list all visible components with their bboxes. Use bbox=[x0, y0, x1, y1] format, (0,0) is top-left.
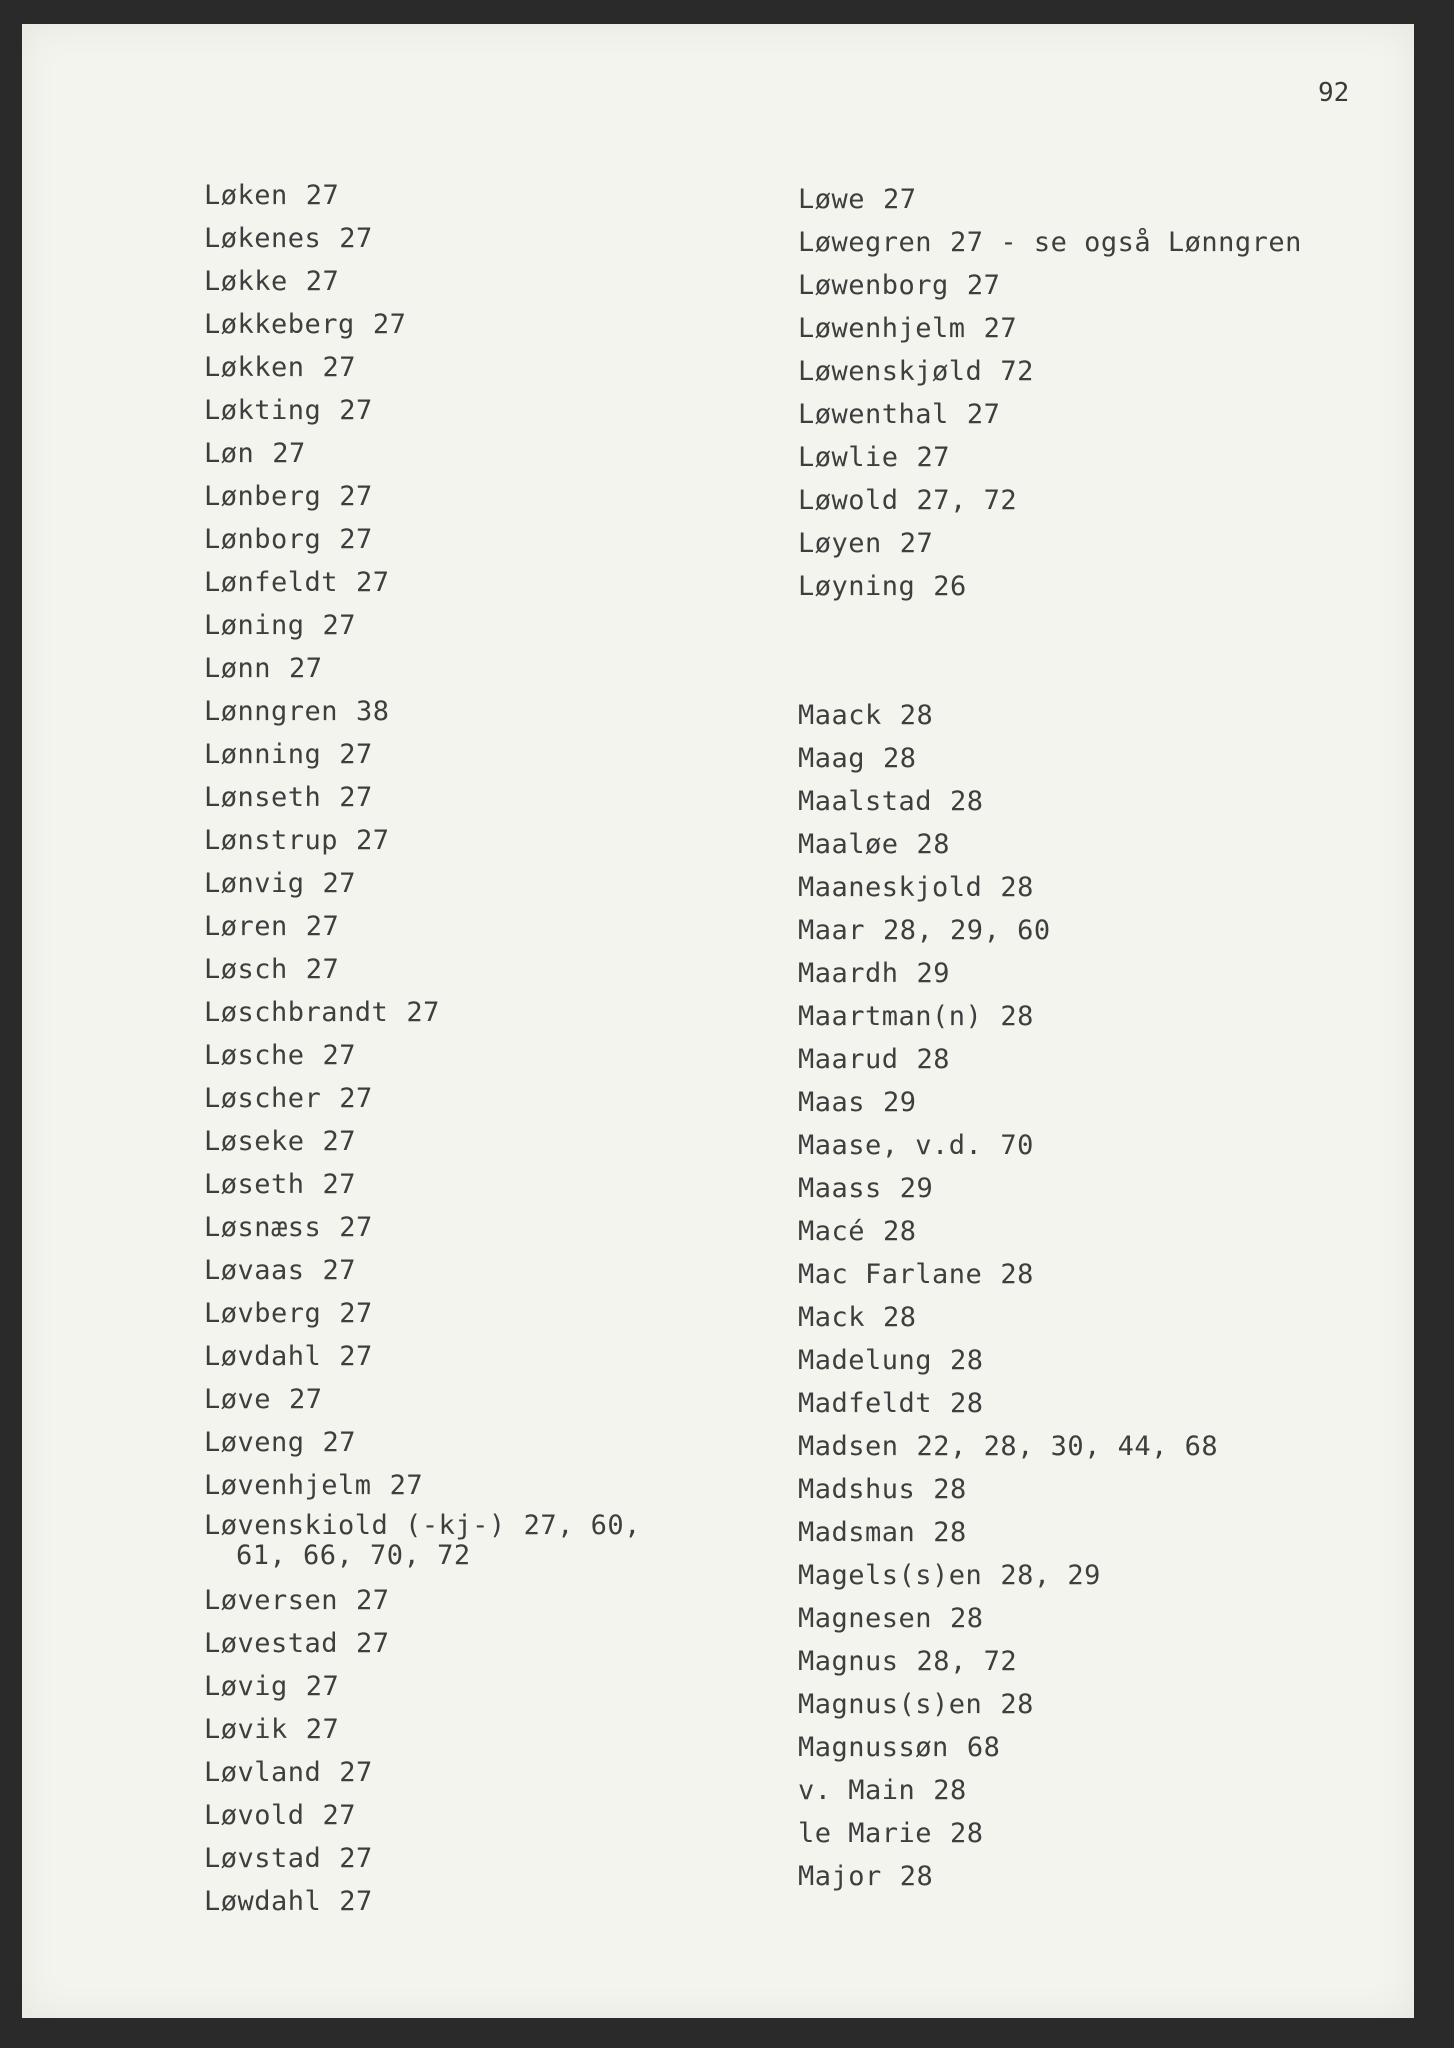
index-entry bbox=[204, 217, 764, 260]
entry-page-refs: 28, 29 bbox=[1000, 1560, 1101, 1591]
entry-name: Løyning bbox=[798, 571, 916, 602]
index-entry bbox=[798, 1081, 1418, 1124]
entry-page-refs: 28 bbox=[950, 1603, 984, 1634]
index-entry bbox=[798, 866, 1418, 909]
index-column-right bbox=[798, 178, 1418, 1898]
entry-name: Løwenthal bbox=[798, 399, 949, 430]
entry-page-refs: 28, 29, 60 bbox=[883, 915, 1051, 946]
index-entry bbox=[798, 737, 1418, 780]
entry-page-refs: 27 bbox=[339, 524, 373, 555]
entry-name: le Marie bbox=[798, 1818, 933, 1849]
entry-page-refs: 38 bbox=[356, 696, 390, 727]
index-entry bbox=[798, 264, 1418, 307]
index-entry bbox=[204, 1794, 764, 1837]
index-entry bbox=[798, 178, 1418, 221]
entry-page-refs: 27 bbox=[339, 481, 373, 512]
entry-name: Lønborg bbox=[204, 524, 322, 555]
index-entry bbox=[204, 1206, 764, 1249]
entry-page-refs: 28, 72 bbox=[916, 1646, 1018, 1677]
index-entry bbox=[798, 780, 1418, 823]
index-entry bbox=[798, 436, 1418, 479]
index-entry bbox=[798, 1038, 1418, 1081]
entry-page-refs: 27 bbox=[339, 395, 373, 426]
entry-name: Lønngren bbox=[204, 696, 339, 727]
entry-page-refs: 27 bbox=[339, 1341, 373, 1372]
entry-name: Madsen bbox=[798, 1431, 899, 1462]
entry-name: Løyen bbox=[798, 528, 882, 559]
index-entry bbox=[204, 1507, 764, 1579]
entry-page-refs: 27 bbox=[322, 352, 357, 383]
entry-name: Løvberg bbox=[204, 1298, 322, 1329]
entry-name: Macé bbox=[798, 1216, 866, 1247]
index-entry bbox=[798, 221, 1418, 264]
entry-page-refs: 27 bbox=[339, 1083, 373, 1114]
index-entry bbox=[204, 991, 764, 1034]
index-entry bbox=[204, 432, 764, 475]
entry-name: Lønning bbox=[204, 739, 322, 770]
entry-name: Maase, v.d. bbox=[798, 1130, 983, 1161]
index-column-left bbox=[204, 174, 764, 1923]
entry-name: Løkting bbox=[204, 395, 322, 426]
index-entry bbox=[798, 1468, 1418, 1511]
entry-name: Maarud bbox=[798, 1044, 899, 1075]
entry-page-refs: 27 bbox=[339, 1886, 373, 1917]
entry-page-refs: 27 bbox=[356, 1628, 390, 1659]
entry-name: Løkkeberg bbox=[204, 309, 355, 340]
entry-page-refs: 28 bbox=[950, 1818, 984, 1849]
entry-page-refs: 28 bbox=[883, 1302, 917, 1333]
entry-page-refs: 27 bbox=[883, 184, 917, 215]
index-entry bbox=[204, 604, 764, 647]
index-entry bbox=[798, 1124, 1418, 1167]
entry-name: Maartman(n) bbox=[798, 1001, 983, 1032]
index-entry bbox=[204, 1421, 764, 1464]
index-entry bbox=[798, 393, 1418, 436]
entry-name: Magnesen bbox=[798, 1603, 933, 1634]
index-entry bbox=[204, 1751, 764, 1794]
entry-name: Løseke bbox=[204, 1126, 305, 1157]
entry-page-refs: 27 bbox=[305, 911, 340, 942]
entry-name: Maag bbox=[798, 743, 866, 774]
entry-name: v. Main bbox=[798, 1775, 916, 1806]
index-entry bbox=[204, 303, 764, 346]
index-entry bbox=[204, 346, 764, 389]
entry-name: Løve bbox=[204, 1384, 272, 1415]
entry-page-refs: 27 bbox=[289, 653, 323, 684]
index-entry bbox=[204, 862, 764, 905]
entry-page-refs: 26 bbox=[933, 571, 967, 602]
entry-page-refs: 27 bbox=[356, 825, 390, 856]
entry-page-refs: 27 bbox=[322, 1040, 357, 1071]
entry-name: Lønfeldt bbox=[204, 567, 339, 598]
index-entry bbox=[798, 823, 1418, 866]
entry-name: Madsman bbox=[798, 1517, 916, 1548]
entry-name: Løwdahl bbox=[204, 1886, 322, 1917]
index-entry bbox=[204, 905, 764, 948]
index-entry bbox=[204, 776, 764, 819]
entry-name: Løseth bbox=[204, 1169, 305, 1200]
entry-page-refs: 27 bbox=[899, 528, 934, 559]
entry-name: Løkken bbox=[204, 352, 305, 383]
entry-page-refs: 28 bbox=[883, 1216, 917, 1247]
entry-page-refs: 27 bbox=[339, 1298, 373, 1329]
entry-page-refs: 29 bbox=[883, 1087, 917, 1118]
index-entry bbox=[798, 1855, 1418, 1898]
entry-name: Magnussøn bbox=[798, 1732, 949, 1763]
index-entry bbox=[798, 1640, 1418, 1683]
entry-page-refs: 28 bbox=[933, 1517, 967, 1548]
index-entry bbox=[204, 647, 764, 690]
entry-name: Løwenskjøld bbox=[798, 356, 983, 387]
index-entry bbox=[798, 1167, 1418, 1210]
entry-page-refs: 28 bbox=[916, 829, 951, 860]
entry-name: Løkenes bbox=[204, 223, 322, 254]
entry-name: Maass bbox=[798, 1173, 882, 1204]
entry-name: Løkke bbox=[204, 266, 288, 297]
entry-page-refs: 27 bbox=[356, 1585, 390, 1616]
index-entry bbox=[204, 1335, 764, 1378]
entry-page-refs: 27 bbox=[339, 223, 373, 254]
entry-name: Løwenhjelm bbox=[798, 313, 966, 344]
entry-page-refs: 68 bbox=[966, 1732, 1001, 1763]
entry-name: Løwegren bbox=[798, 227, 933, 258]
index-entry bbox=[204, 518, 764, 561]
index-entry bbox=[204, 1163, 764, 1206]
entry-page-refs: 28 bbox=[933, 1474, 967, 1505]
entry-page-refs: 27 bbox=[322, 610, 357, 641]
index-entry bbox=[798, 995, 1418, 1038]
entry-name: Løvstad bbox=[204, 1843, 322, 1874]
entry-page-refs: 27 bbox=[339, 1757, 373, 1788]
entry-page-refs: 27, 60, bbox=[523, 1510, 641, 1541]
entry-name: Løwold bbox=[798, 485, 899, 516]
index-entry bbox=[798, 1511, 1418, 1554]
entry-page-refs: 27 bbox=[322, 1126, 357, 1157]
entry-page-refs: 28 bbox=[1000, 872, 1034, 903]
entry-name: Magels(s)en bbox=[798, 1560, 983, 1591]
entry-page-refs: 27 bbox=[916, 442, 951, 473]
entry-name: Mack bbox=[798, 1302, 866, 1333]
index-entry bbox=[204, 1708, 764, 1751]
index-entry bbox=[204, 1378, 764, 1421]
entry-page-refs: 27 bbox=[305, 954, 340, 985]
page-number: 92 bbox=[1318, 78, 1350, 108]
entry-page-refs: 28 bbox=[899, 1861, 934, 1892]
entry-page-refs: 27 bbox=[322, 1427, 357, 1458]
index-entry bbox=[798, 307, 1418, 350]
entry-name: Magnus(s)en bbox=[798, 1689, 983, 1720]
entry-page-refs: 22, 28, 30, 44, 68 bbox=[916, 1431, 1219, 1462]
entry-page-refs: 27 bbox=[356, 567, 390, 598]
entry-name: Maack bbox=[798, 700, 882, 731]
index-entry bbox=[798, 1253, 1418, 1296]
entry-name: Løscher bbox=[204, 1083, 322, 1114]
entry-page-refs: 27 bbox=[305, 1671, 340, 1702]
entry-name: Løvland bbox=[204, 1757, 322, 1788]
index-entry bbox=[798, 1812, 1418, 1855]
entry-page-refs: 27, 72 bbox=[916, 485, 1018, 516]
entry-name: Løwenborg bbox=[798, 270, 949, 301]
entry-page-refs: 72 bbox=[1000, 356, 1034, 387]
index-entry bbox=[798, 909, 1418, 952]
index-entry bbox=[798, 1425, 1418, 1468]
entry-name: Lønvig bbox=[204, 868, 305, 899]
index-entry bbox=[798, 1382, 1418, 1425]
index-entry bbox=[204, 1464, 764, 1507]
entry-name: Løvenskiold (-kj-) bbox=[204, 1510, 506, 1541]
entry-page-refs: 29 bbox=[899, 1173, 934, 1204]
index-entry bbox=[204, 1077, 764, 1120]
index-entry bbox=[204, 174, 764, 217]
entry-page-refs: 27 bbox=[289, 1384, 323, 1415]
index-entry bbox=[204, 819, 764, 862]
entry-name: Madelung bbox=[798, 1345, 933, 1376]
entry-page-refs: 27 bbox=[305, 180, 340, 211]
index-entry bbox=[798, 522, 1418, 565]
entry-name: Maar bbox=[798, 915, 866, 946]
index-entry bbox=[204, 1579, 764, 1622]
entry-page-refs: 27 bbox=[983, 313, 1018, 344]
entry-name: Maaneskjold bbox=[798, 872, 983, 903]
index-entry bbox=[798, 1339, 1418, 1382]
index-entry bbox=[798, 1210, 1418, 1253]
entry-name: Løsnæss bbox=[204, 1212, 322, 1243]
entry-name: Løn bbox=[204, 438, 255, 469]
entry-name: Major bbox=[798, 1861, 882, 1892]
index-entry bbox=[204, 1249, 764, 1292]
entry-page-refs: 28 bbox=[916, 1044, 951, 1075]
entry-name: Lønstrup bbox=[204, 825, 339, 856]
entry-name: Løvestad bbox=[204, 1628, 339, 1659]
entry-page-refs: 70 bbox=[1000, 1130, 1034, 1161]
entry-name: Løvaas bbox=[204, 1255, 305, 1286]
entry-page-refs: 27 bbox=[966, 270, 1001, 301]
entry-name: Løveng bbox=[204, 1427, 305, 1458]
entry-page-refs: 27 bbox=[339, 1212, 373, 1243]
entry-name: Lønberg bbox=[204, 481, 322, 512]
entry-page-refs: 27 bbox=[339, 1843, 373, 1874]
entry-page-refs: 27 bbox=[322, 1255, 357, 1286]
index-entry bbox=[204, 389, 764, 432]
index-entry bbox=[204, 1665, 764, 1708]
entry-page-refs: 28 bbox=[1000, 1259, 1034, 1290]
entry-name: Løversen bbox=[204, 1585, 339, 1616]
entry-name: Mac Farlane bbox=[798, 1259, 983, 1290]
entry-page-refs: 28 bbox=[950, 1388, 984, 1419]
entry-page-refs: 27 bbox=[406, 997, 440, 1028]
entry-name: Løken bbox=[204, 180, 288, 211]
index-entry bbox=[204, 1837, 764, 1880]
entry-name: Maalstad bbox=[798, 786, 933, 817]
group-spacer bbox=[798, 608, 1418, 694]
index-entry bbox=[204, 690, 764, 733]
index-entry bbox=[798, 1554, 1418, 1597]
index-entry bbox=[798, 1597, 1418, 1640]
index-entry bbox=[798, 952, 1418, 995]
entry-name: Løsch bbox=[204, 954, 288, 985]
index-entry bbox=[798, 1769, 1418, 1812]
index-entry bbox=[798, 350, 1418, 393]
entry-page-refs: 27 bbox=[966, 399, 1001, 430]
entry-name: Løvdahl bbox=[204, 1341, 322, 1372]
entry-name: Madfeldt bbox=[798, 1388, 933, 1419]
entry-page-refs: 27 - se også Lønngren bbox=[950, 227, 1302, 258]
index-entry bbox=[204, 1034, 764, 1077]
index-entry bbox=[798, 565, 1418, 608]
entry-page-refs: 27 bbox=[339, 739, 373, 770]
entry-page-refs: 28 bbox=[1000, 1001, 1034, 1032]
entry-name: Løvold bbox=[204, 1800, 305, 1831]
entry-page-refs: 28 bbox=[899, 700, 934, 731]
document-page bbox=[22, 24, 1414, 2018]
entry-name: Maardh bbox=[798, 958, 899, 989]
index-entry bbox=[204, 1880, 764, 1923]
entry-name: Madshus bbox=[798, 1474, 916, 1505]
entry-page-refs-continued: 61, 66, 70, 72 bbox=[236, 1540, 471, 1571]
entry-name: Løvik bbox=[204, 1714, 288, 1745]
entry-page-refs: 27 bbox=[305, 266, 340, 297]
index-entry bbox=[204, 561, 764, 604]
entry-name: Maaløe bbox=[798, 829, 899, 860]
entry-page-refs: 27 bbox=[372, 309, 407, 340]
entry-name: Løren bbox=[204, 911, 288, 942]
index-entry bbox=[204, 1622, 764, 1665]
entry-page-refs: 27 bbox=[272, 438, 306, 469]
entry-page-refs: 27 bbox=[339, 782, 373, 813]
entry-name: Lønn bbox=[204, 653, 272, 684]
index-entry bbox=[204, 1292, 764, 1335]
index-entry bbox=[204, 260, 764, 303]
index-entry bbox=[798, 1726, 1418, 1769]
entry-page-refs: 28 bbox=[933, 1775, 967, 1806]
index-entry bbox=[798, 479, 1418, 522]
entry-name: Maas bbox=[798, 1087, 866, 1118]
entry-name: Løwlie bbox=[798, 442, 899, 473]
entry-page-refs: 27 bbox=[322, 868, 357, 899]
entry-page-refs: 29 bbox=[916, 958, 951, 989]
entry-page-refs: 28 bbox=[1000, 1689, 1034, 1720]
entry-name: Løning bbox=[204, 610, 305, 641]
entry-name: Løvig bbox=[204, 1671, 288, 1702]
entry-name: Løschbrandt bbox=[204, 997, 389, 1028]
index-entry bbox=[204, 733, 764, 776]
index-group-lo bbox=[798, 178, 1418, 608]
entry-page-refs: 28 bbox=[950, 1345, 984, 1376]
entry-page-refs: 28 bbox=[950, 786, 984, 817]
entry-page-refs: 28 bbox=[883, 743, 917, 774]
index-entry bbox=[798, 1683, 1418, 1726]
entry-name: Løvenhjelm bbox=[204, 1470, 372, 1501]
entry-name: Lønseth bbox=[204, 782, 322, 813]
entry-name: Løwe bbox=[798, 184, 866, 215]
index-entry bbox=[204, 1120, 764, 1163]
index-entry bbox=[798, 694, 1418, 737]
index-entry bbox=[204, 948, 764, 991]
entry-page-refs: 27 bbox=[305, 1714, 340, 1745]
entry-name: Magnus bbox=[798, 1646, 899, 1677]
index-group-ma bbox=[798, 694, 1418, 1898]
entry-page-refs: 27 bbox=[322, 1800, 357, 1831]
index-entry bbox=[798, 1296, 1418, 1339]
entry-page-refs: 27 bbox=[389, 1470, 424, 1501]
index-entry bbox=[204, 475, 764, 518]
entry-page-refs: 27 bbox=[322, 1169, 357, 1200]
entry-name: Løsche bbox=[204, 1040, 305, 1071]
